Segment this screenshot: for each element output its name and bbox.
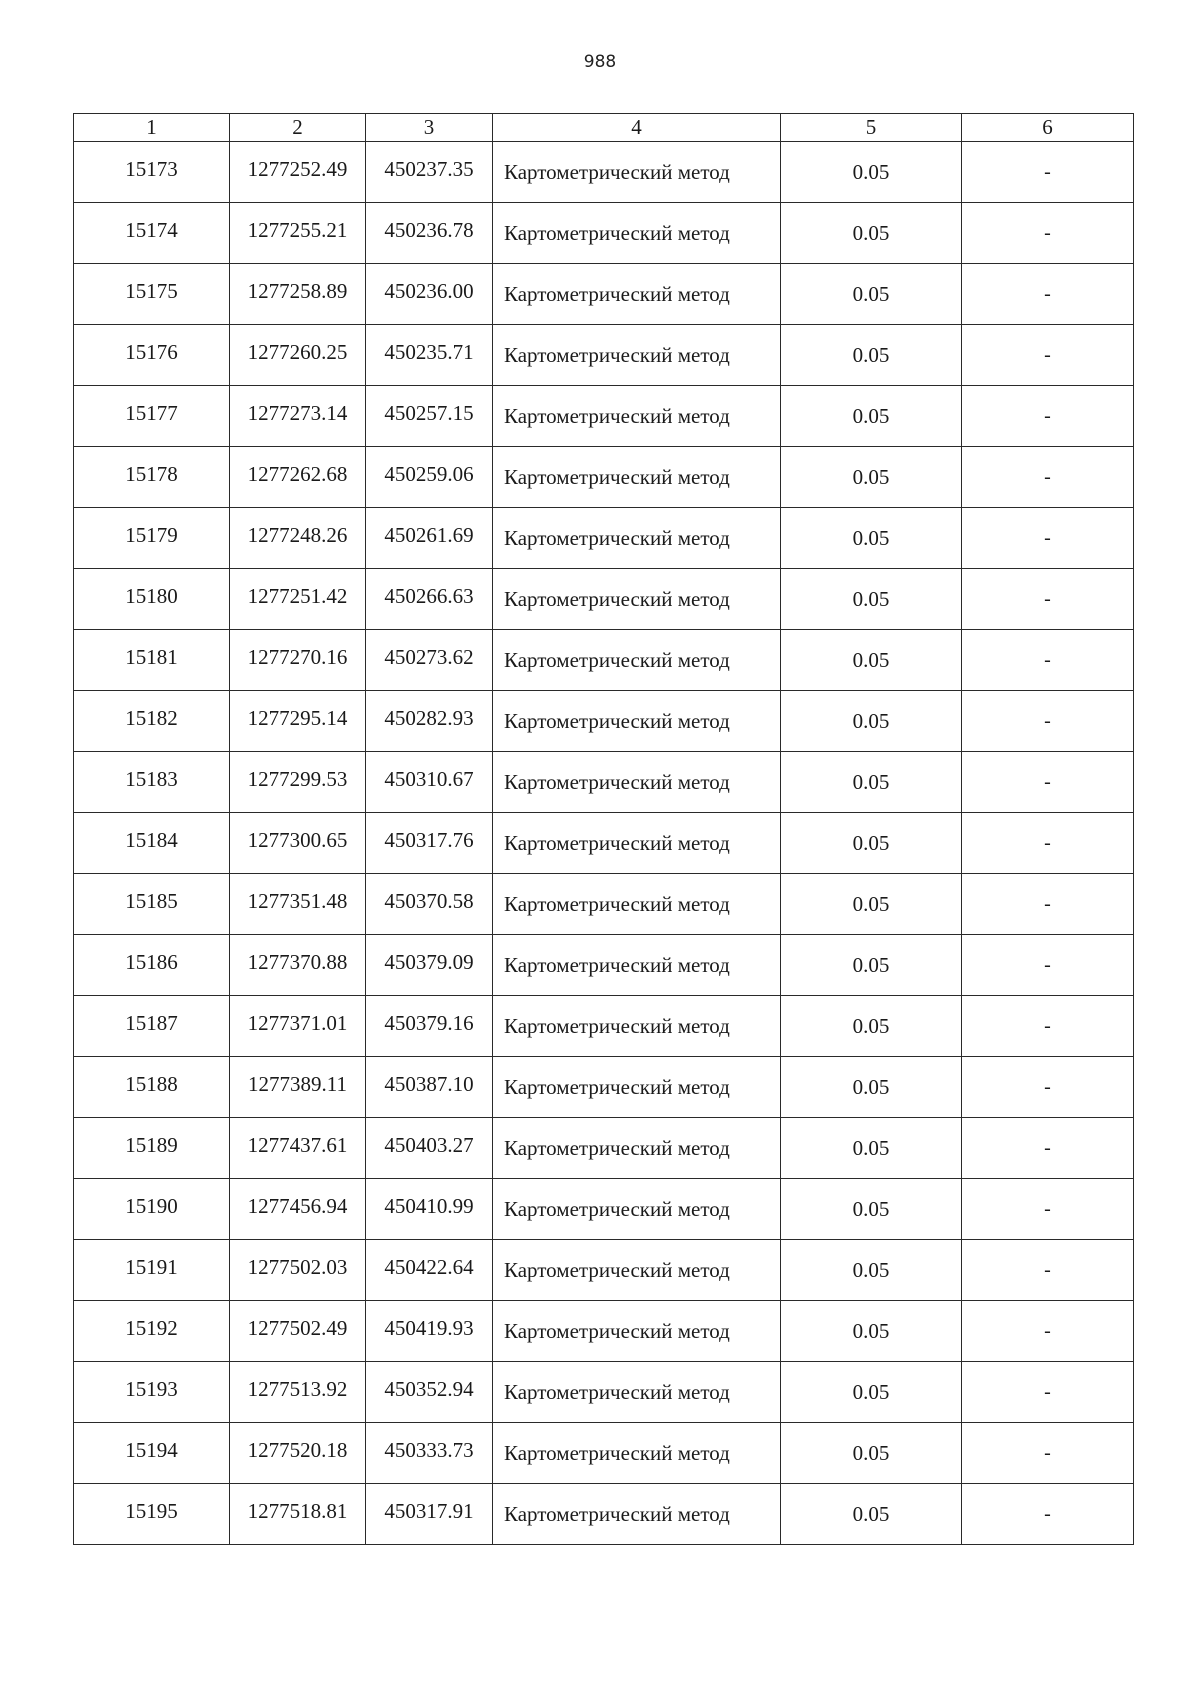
cell-coord-y: 450235.71 (366, 325, 493, 386)
cell-method: Картометрический метод (493, 752, 781, 813)
table-row (74, 203, 1134, 264)
table-row (74, 142, 1134, 203)
cell-coord-y: 450403.27 (366, 1118, 493, 1179)
table-row (74, 1484, 1134, 1545)
cell-method: Картометрический метод (493, 1362, 781, 1423)
table-row (74, 996, 1134, 1057)
table-row (74, 752, 1134, 813)
table-row (74, 1301, 1134, 1362)
cell-point-number: 15190 (74, 1179, 230, 1240)
cell-description: - (962, 630, 1134, 691)
cell-accuracy: 0.05 (781, 1301, 962, 1362)
cell-point-number: 15188 (74, 1057, 230, 1118)
cell-point-number: 15194 (74, 1423, 230, 1484)
cell-description: - (962, 264, 1134, 325)
cell-method: Картометрический метод (493, 264, 781, 325)
cell-description: - (962, 1484, 1134, 1545)
cell-coord-y: 450422.64 (366, 1240, 493, 1301)
cell-point-number: 15183 (74, 752, 230, 813)
cell-point-number: 15192 (74, 1301, 230, 1362)
cell-coord-y: 450379.16 (366, 996, 493, 1057)
coordinates-table (73, 113, 1134, 1545)
table-row (74, 1118, 1134, 1179)
cell-coord-x: 1277270.16 (230, 630, 366, 691)
cell-accuracy: 0.05 (781, 813, 962, 874)
cell-accuracy: 0.05 (781, 508, 962, 569)
cell-method: Картометрический метод (493, 874, 781, 935)
cell-coord-y: 450257.15 (366, 386, 493, 447)
table-row (74, 325, 1134, 386)
cell-coord-x: 1277518.81 (230, 1484, 366, 1545)
cell-method: Картометрический метод (493, 813, 781, 874)
cell-point-number: 15195 (74, 1484, 230, 1545)
cell-method: Картометрический метод (493, 630, 781, 691)
cell-description: - (962, 508, 1134, 569)
table-row (74, 386, 1134, 447)
cell-coord-x: 1277502.03 (230, 1240, 366, 1301)
column-header-5: 5 (781, 114, 962, 142)
cell-coord-x: 1277273.14 (230, 386, 366, 447)
table-body (74, 142, 1134, 1545)
cell-coord-x: 1277299.53 (230, 752, 366, 813)
column-header-6: 6 (962, 114, 1134, 142)
cell-description: - (962, 1362, 1134, 1423)
table-row (74, 1423, 1134, 1484)
cell-coord-y: 450237.35 (366, 142, 493, 203)
table-row (74, 1362, 1134, 1423)
cell-method: Картометрический метод (493, 1423, 781, 1484)
cell-accuracy: 0.05 (781, 203, 962, 264)
cell-point-number: 15182 (74, 691, 230, 752)
cell-method: Картометрический метод (493, 325, 781, 386)
cell-accuracy: 0.05 (781, 691, 962, 752)
cell-accuracy: 0.05 (781, 1240, 962, 1301)
cell-coord-x: 1277300.65 (230, 813, 366, 874)
cell-coord-y: 450410.99 (366, 1179, 493, 1240)
cell-accuracy: 0.05 (781, 1423, 962, 1484)
cell-coord-y: 450352.94 (366, 1362, 493, 1423)
cell-description: - (962, 1423, 1134, 1484)
cell-description: - (962, 1057, 1134, 1118)
table-row (74, 569, 1134, 630)
cell-point-number: 15173 (74, 142, 230, 203)
cell-accuracy: 0.05 (781, 630, 962, 691)
cell-coord-y: 450261.69 (366, 508, 493, 569)
cell-description: - (962, 1179, 1134, 1240)
table-row (74, 1240, 1134, 1301)
cell-method: Картометрический метод (493, 1301, 781, 1362)
table-header (74, 114, 1134, 142)
cell-coord-y: 450317.91 (366, 1484, 493, 1545)
column-header-2: 2 (230, 114, 366, 142)
cell-method: Картометрический метод (493, 1484, 781, 1545)
cell-coord-y: 450266.63 (366, 569, 493, 630)
cell-description: - (962, 569, 1134, 630)
cell-method: Картометрический метод (493, 386, 781, 447)
cell-description: - (962, 752, 1134, 813)
cell-accuracy: 0.05 (781, 325, 962, 386)
cell-accuracy: 0.05 (781, 752, 962, 813)
cell-coord-x: 1277248.26 (230, 508, 366, 569)
cell-description: - (962, 1240, 1134, 1301)
cell-point-number: 15181 (74, 630, 230, 691)
cell-coord-y: 450259.06 (366, 447, 493, 508)
cell-coord-x: 1277456.94 (230, 1179, 366, 1240)
cell-method: Картометрический метод (493, 1240, 781, 1301)
cell-coord-x: 1277255.21 (230, 203, 366, 264)
cell-coord-x: 1277502.49 (230, 1301, 366, 1362)
table-row (74, 1057, 1134, 1118)
cell-point-number: 15177 (74, 386, 230, 447)
cell-accuracy: 0.05 (781, 935, 962, 996)
cell-point-number: 15184 (74, 813, 230, 874)
cell-accuracy: 0.05 (781, 142, 962, 203)
cell-coord-y: 450333.73 (366, 1423, 493, 1484)
cell-accuracy: 0.05 (781, 447, 962, 508)
cell-description: - (962, 325, 1134, 386)
cell-point-number: 15178 (74, 447, 230, 508)
cell-point-number: 15185 (74, 874, 230, 935)
page-number: 988 (583, 52, 617, 72)
cell-description: - (962, 142, 1134, 203)
cell-description: - (962, 874, 1134, 935)
cell-accuracy: 0.05 (781, 996, 962, 1057)
cell-description: - (962, 935, 1134, 996)
cell-coord-x: 1277252.49 (230, 142, 366, 203)
table-row (74, 508, 1134, 569)
cell-method: Картометрический метод (493, 935, 781, 996)
cell-coord-x: 1277389.11 (230, 1057, 366, 1118)
cell-accuracy: 0.05 (781, 1484, 962, 1545)
cell-coord-y: 450236.78 (366, 203, 493, 264)
cell-method: Картометрический метод (493, 203, 781, 264)
cell-point-number: 15191 (74, 1240, 230, 1301)
cell-description: - (962, 447, 1134, 508)
cell-coord-y: 450419.93 (366, 1301, 493, 1362)
column-header-1: 1 (74, 114, 230, 142)
cell-coord-x: 1277437.61 (230, 1118, 366, 1179)
cell-coord-x: 1277260.25 (230, 325, 366, 386)
cell-method: Картометрический метод (493, 508, 781, 569)
cell-method: Картометрический метод (493, 447, 781, 508)
cell-description: - (962, 386, 1134, 447)
cell-method: Картометрический метод (493, 1179, 781, 1240)
cell-description: - (962, 996, 1134, 1057)
cell-accuracy: 0.05 (781, 1057, 962, 1118)
cell-coord-y: 450273.62 (366, 630, 493, 691)
cell-coord-y: 450387.10 (366, 1057, 493, 1118)
cell-coord-y: 450379.09 (366, 935, 493, 996)
cell-coord-y: 450282.93 (366, 691, 493, 752)
cell-coord-y: 450236.00 (366, 264, 493, 325)
cell-point-number: 15187 (74, 996, 230, 1057)
cell-method: Картометрический метод (493, 1057, 781, 1118)
cell-description: - (962, 203, 1134, 264)
cell-method: Картометрический метод (493, 569, 781, 630)
cell-coord-x: 1277295.14 (230, 691, 366, 752)
cell-description: - (962, 813, 1134, 874)
table-row (74, 935, 1134, 996)
cell-accuracy: 0.05 (781, 1179, 962, 1240)
cell-point-number: 15193 (74, 1362, 230, 1423)
cell-coord-x: 1277520.18 (230, 1423, 366, 1484)
cell-coord-x: 1277251.42 (230, 569, 366, 630)
cell-coord-x: 1277371.01 (230, 996, 366, 1057)
column-header-4: 4 (493, 114, 781, 142)
cell-point-number: 15176 (74, 325, 230, 386)
table-row (74, 874, 1134, 935)
cell-method: Картометрический метод (493, 691, 781, 752)
cell-coord-y: 450370.58 (366, 874, 493, 935)
header-row (74, 114, 1134, 142)
cell-description: - (962, 1118, 1134, 1179)
table-row (74, 813, 1134, 874)
cell-accuracy: 0.05 (781, 386, 962, 447)
cell-coord-x: 1277513.92 (230, 1362, 366, 1423)
cell-method: Картометрический метод (493, 142, 781, 203)
cell-accuracy: 0.05 (781, 264, 962, 325)
cell-method: Картометрический метод (493, 996, 781, 1057)
cell-description: - (962, 1301, 1134, 1362)
cell-coord-y: 450310.67 (366, 752, 493, 813)
cell-point-number: 15180 (74, 569, 230, 630)
cell-accuracy: 0.05 (781, 569, 962, 630)
cell-method: Картометрический метод (493, 1118, 781, 1179)
cell-point-number: 15179 (74, 508, 230, 569)
cell-point-number: 15174 (74, 203, 230, 264)
cell-coord-y: 450317.76 (366, 813, 493, 874)
table-row (74, 264, 1134, 325)
cell-accuracy: 0.05 (781, 1118, 962, 1179)
cell-coord-x: 1277262.68 (230, 447, 366, 508)
table-row (74, 1179, 1134, 1240)
cell-point-number: 15175 (74, 264, 230, 325)
cell-coord-x: 1277258.89 (230, 264, 366, 325)
cell-point-number: 15186 (74, 935, 230, 996)
table-row (74, 691, 1134, 752)
table-row (74, 630, 1134, 691)
table-row (74, 447, 1134, 508)
cell-accuracy: 0.05 (781, 1362, 962, 1423)
cell-point-number: 15189 (74, 1118, 230, 1179)
column-header-3: 3 (366, 114, 493, 142)
cell-coord-x: 1277351.48 (230, 874, 366, 935)
cell-description: - (962, 691, 1134, 752)
cell-accuracy: 0.05 (781, 874, 962, 935)
cell-coord-x: 1277370.88 (230, 935, 366, 996)
